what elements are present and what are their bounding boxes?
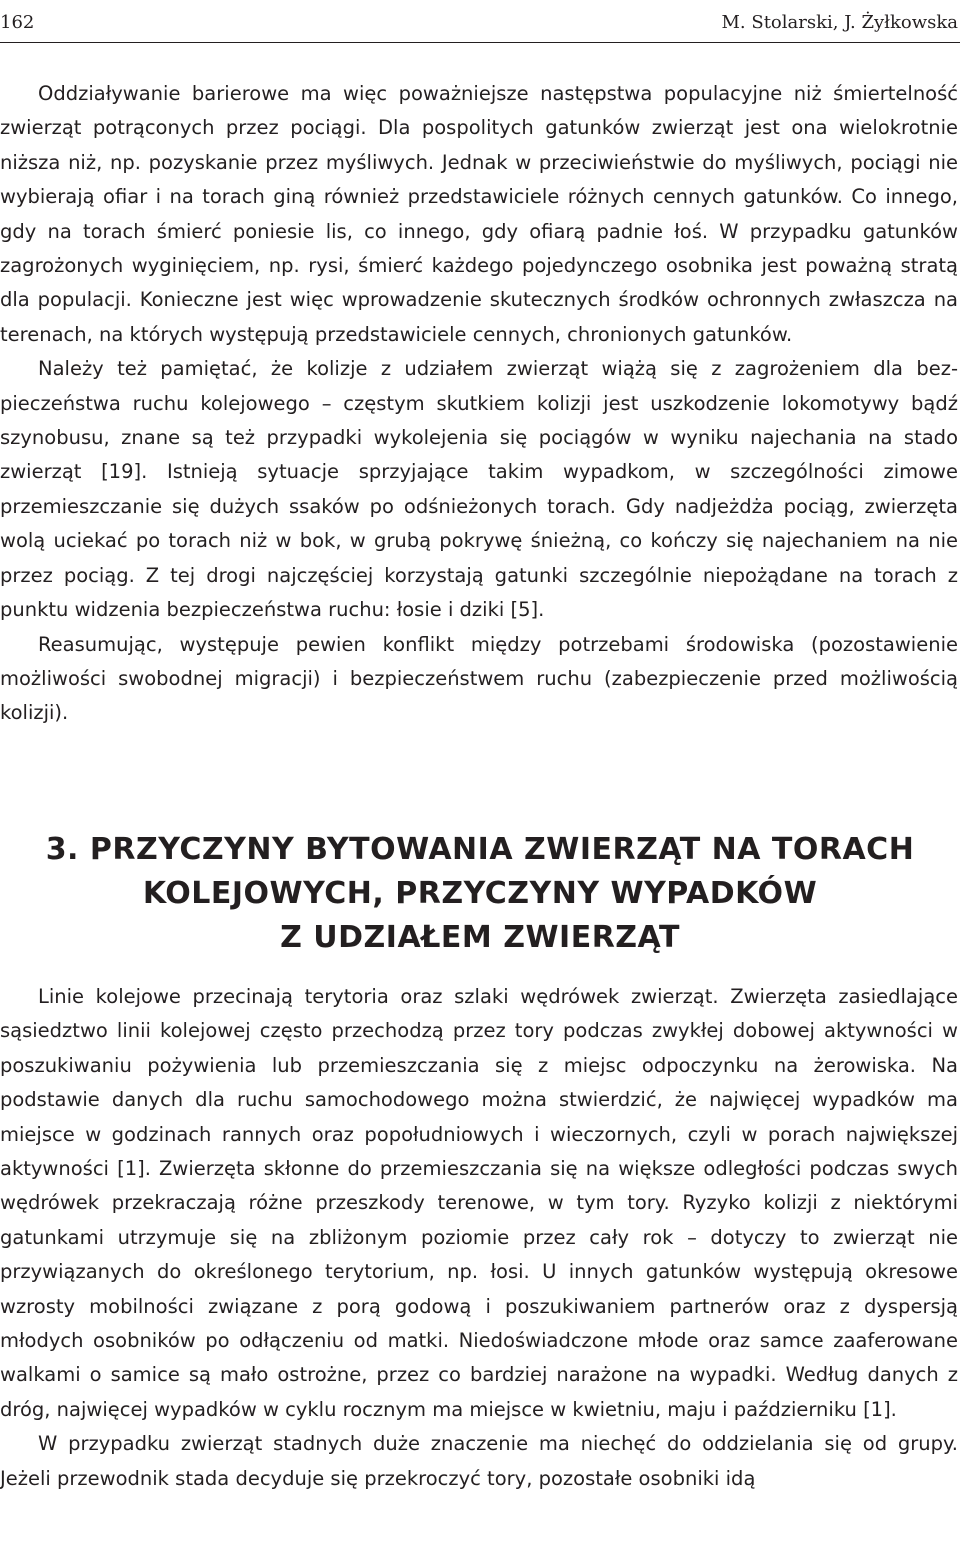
body-text-before-heading bbox=[0, 77, 958, 731]
section-heading-line: 3. PRZYCZYNY BYTOWANIA ZWIERZĄT NA TORACH bbox=[45, 832, 915, 867]
page-number: 162 bbox=[0, 11, 35, 33]
paragraph: Należy też pamiętać, że kolizje z udziałem zwierząt wiążą się z zagrożeniem dla bezpieczeństwa ruchu kolejowego – częstym skutkiem kolizji jest uszkodzenie lokomotywy bądź szynobusu, znane są też przypadki wykolejenia się pociągów w wyniku najechania na stado zwierząt [19]. Istnieją sytuacje sprzyjające takim wypadkom, w szczególności zimowe przemieszczanie się dużych ssaków po odśnieżonych torach. Gdy nadjeżdża pociąg, zwierzęta wolą uciekać po torach niż w bok, w grubą pokrywę śnieżną, co kończy się najechaniem na nie przez pociąg. Z tej drogi najczęściej korzystają gatunki szczególnie niepożądane na torach z punktu widzenia bezpieczeństwa ruchu: łosie i dziki [5]. bbox=[0, 357, 958, 622]
paragraph: W przypadku zwierząt stadnych duże znaczenie ma niechęć do oddzielania się od grupy. Jeżeli przewodnik stada decyduje się przekroczyć tory, pozostałe osobniki idą bbox=[0, 1432, 958, 1490]
running-header bbox=[0, 5, 958, 39]
section-heading-line: KOLEJOWYCH, PRZYCZYNY WYPADKÓW bbox=[142, 876, 818, 911]
section-heading-line: Z UDZIAŁEM ZWIERZĄT bbox=[280, 920, 680, 955]
paragraph: Oddziaływanie barierowe ma więc poważniejsze następstwa populacyjne niż śmiertelność zwierząt potrąconych przez pociągi. Dla pospolitych gatunków zwierząt jest ona wielokrotnie niższa niż, np. pozyskanie przez myśliwych. Jednak w przeciwieństwie do myśliwych, pociągi nie wybierają ofiar i na torach giną również przedstawiciele różnych cennych gatunków. Co innego, gdy na torach śmierć poniesie lis, co innego, gdy ofiarą padnie łoś. W przypadku gatunków zagrożonych wyginięciem, np. rysi, śmierć każdego pojedynczego osobnika jest poważną stratą dla populacji. Konieczne jest więc wprowadzenie skutecznych środków ochronnych zwłaszcza na terenach, na których występują przedstawiciele cennych, chronionych gatunków. bbox=[0, 82, 958, 346]
body-text-after-heading bbox=[0, 980, 958, 1496]
paragraph: Reasumując, występuje pewien konflikt między potrzebami środowiska (pozostawienie możliwości swobodnej migracji) i bezpieczeństwem ruchu (zabezpieczenie przed możliwością kolizji). bbox=[0, 632, 958, 725]
paragraph: Linie kolejowe przecinają terytoria oraz szlaki wędrówek zwierząt. Zwierzęta zasiedlające sąsiedztwo linii kolejowej często przechodzą przez tory podczas zwykłej dobowej aktywności w poszukiwaniu pożywienia lub przemieszczania się z miejsc odpoczynku na żerowiska. Na podstawie danych dla ruchu samochodowego można stwierdzić, że najwięcej wypadków ma miejsce w godzinach rannych oraz popołudniowych i wieczornych, czyli w porach największej aktywności [1]. Zwierzęta skłonne do przemieszczania się na większe odległości podczas swych wędrówek przekraczają różne przeszkody terenowe, w tym tory. Ryzyko kolizji z niektórymi gatunkami utrzymuje się na zbliżonym poziomie przez cały rok – dotyczy to zwierząt nie przywiązanych do określonego terytorium, np. łosi. U innych gatunków występują okresowe wzrosty mobilności związane z porą godową i poszukiwaniem partnerów oraz z dyspersją młodych osobników po odłączeniu od matki. Niedoświadczone młode oraz samce zaaferowane walkami o samice są mało ostrożne, przez co bardziej narażone na wypadki. Według danych z dróg, najwięcej wypadków w cyklu rocznym ma miejsce w kwietniu, maju i październiku [1]. bbox=[0, 985, 958, 1421]
section-heading bbox=[0, 828, 960, 960]
running-header-authors: M. Stolarski, J. Żyłkowska bbox=[721, 11, 958, 33]
header-rule bbox=[0, 42, 960, 43]
